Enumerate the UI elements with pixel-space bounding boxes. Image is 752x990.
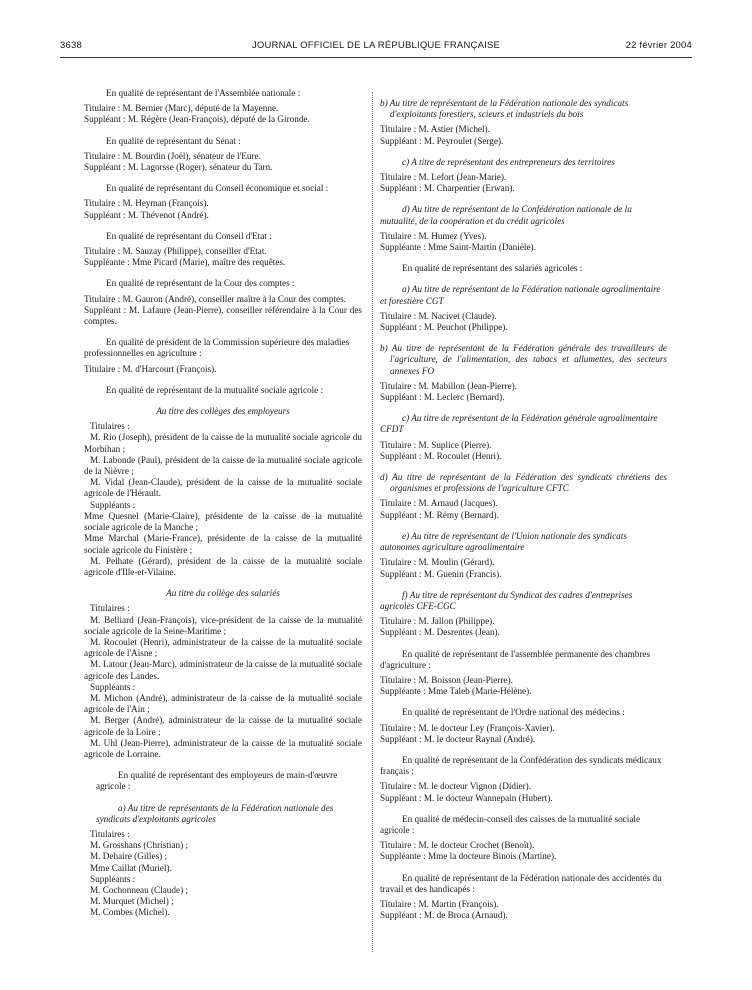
suppleant-line: Suppléant : M. Peuchot (Philippe).: [380, 322, 508, 333]
titulaire-line: Titulaire : M. Suplice (Pierre).: [380, 439, 492, 450]
column-divider: [372, 92, 373, 952]
list-item: M. Rocoulet (Henri), administrateur de la caisse de la mutualité sociale agricole de l'Aisne ;: [84, 636, 362, 659]
list-item: M. Vidal (Jean-Claude), président de la caisse de la mutualité sociale agricole de l'Hérault.: [84, 477, 362, 499]
publication-date: 22 février 2004: [625, 40, 692, 51]
titulaire-line: Titulaire : M. Gauron (André), conseiller maître à la Cour des comptes.: [84, 293, 346, 304]
suppleant-line: Suppléant : M. le docteur Wannepain (Hubert).: [380, 792, 553, 803]
section-heading: En qualité de représentant de la mutualité sociale agricole :: [106, 384, 324, 395]
titulaire-line: Titulaire : M. le docteur Vignon (Didier).: [380, 781, 532, 792]
section-heading: En qualité de représentant du Conseil d'Etat :: [106, 230, 272, 241]
suppleant-line: Suppléant : M. Lagorsse (Roger), sénateur du Tarn.: [84, 162, 273, 173]
titulaire-line: Titulaire : M. Martin (François).: [380, 898, 499, 909]
suppleant-line: Suppléant : M. Régère (Jean-François), député de la Gironde.: [84, 114, 310, 125]
titulaire-line: Titulaire : M. Sauzay (Philippe), conseiller d'Etat.: [84, 246, 267, 257]
list-item: M. Grosshans (Christian) ;: [90, 840, 188, 851]
titulaire-line: Titulaire : M. Bernier (Marc), député de la Mayenne.: [84, 103, 279, 114]
titulaire-line: Titulaire : M. Heyman (François).: [84, 198, 209, 209]
list-item: Mme Marchal (Marie-France), présidente de la caisse de la mutualité sociale agricole du Finistère ;: [84, 533, 362, 555]
list-item: M. Cochonneau (Claude) ;: [90, 884, 188, 895]
journal-title: JOURNAL OFFICIEL DE LA RÉPUBLIQUE FRANÇAISE: [251, 40, 501, 51]
list-label: Titulaires :: [90, 421, 130, 432]
section-heading: En qualité de représentant de l'Ordre national des médecins :: [402, 707, 625, 718]
list-item: Mme Caillat (Muriel).: [90, 862, 172, 873]
list-label: Titulaires :: [90, 828, 130, 839]
titulaire-line: Titulaire : M. Humez (Yves).: [380, 230, 487, 241]
titulaire-line: Titulaire : M. Nacivet (Claude).: [380, 310, 497, 321]
section-heading: En qualité de médecin-conseil des caisses de la mutualité sociale agricole :: [380, 813, 641, 835]
list-item: M. Rio (Joseph), président de la caisse de la mutualité sociale agricole du Morbihan ;: [84, 432, 362, 454]
subsection-heading: a) Au titre de représentants de la Fédération nationale des syndicats d'exploitants agricoles: [96, 802, 334, 824]
section-heading: En qualité de président de la Commission supérieure des maladies professionnelles en agriculture :: [84, 337, 350, 359]
subsection-heading: d) Au titre de représentant de la Confédération nationale de la mutualité, de la coopération et du crédit agricoles: [380, 204, 632, 226]
suppleant-line: Suppléant : M. Rocoulet (Henri).: [380, 450, 502, 461]
suppleant-line: Suppléant : M. Guenin (Francis).: [380, 568, 502, 579]
list-label: Suppléants :: [90, 681, 136, 692]
list-item: M. Uhl (Jean-Pierre), administrateur de la caisse de la mutualité sociale agricole de Lorraine.: [84, 737, 362, 759]
suppleant-line: Suppléant : M. de Broca (Arnaud).: [380, 910, 508, 921]
subsection-heading: b) Au titre de représentant de la Fédération nationale des syndicats d'exploitants forestiers, scieurs et industriels du bois: [380, 98, 629, 120]
list-item: Mme Quesnel (Marie-Claire), présidente de la caisse de la mutualité sociale agricole de la Manche ;: [84, 510, 362, 533]
list-label: Suppléants :: [90, 873, 136, 884]
list-item: M. Labonde (Paul), président de la caisse de la mutualité sociale agricole de la Nièvre ;: [84, 454, 362, 477]
right-column: [380, 88, 667, 921]
list-label: Titulaires :: [90, 603, 130, 614]
suppleant-line: Suppléant : M. Desrentes (Jean).: [380, 627, 500, 638]
suppleant-line: Suppléant : M. le docteur Raynal (André).: [380, 733, 536, 744]
section-heading: En qualité de représentant de l'Assemblée nationale :: [106, 88, 301, 98]
suppleant-line: Suppléante : Mme Taleb (Marie-Hélène).: [380, 686, 532, 697]
page-header: [60, 40, 692, 56]
list-item: M. Michon (André), administrateur de la caisse de la mutualité sociale agricole de l'Ain ;: [84, 692, 362, 715]
section-heading: En qualité de représentant de la Fédération nationale des accidentés du travail et des handicapés :: [380, 872, 662, 894]
list-item: M. Dehaire (Gilles) ;: [90, 851, 168, 862]
suppleant-line: Suppléante : Mme la docteure Binois (Martine).: [380, 851, 557, 862]
list-item: M. Combes (Michel).: [90, 907, 170, 918]
titulaire-line: Titulaire : M. Jallon (Philippe).: [380, 616, 495, 627]
subsection-heading: d) Au titre de représentant de la Fédération des syndicats chrétiens des organismes et professions de l'agriculture CFTC: [380, 472, 667, 494]
suppleant-line: Suppléante : Mme Saint-Martin (Danièle).: [380, 242, 536, 253]
subsection-heading: f) Au titre de représentant du Syndicat des cadres d'entreprises agricoles CFE-CGC: [380, 589, 633, 611]
suppleant-line: Suppléant : M. Charpentier (Erwan).: [380, 183, 515, 194]
header-rule: [60, 57, 692, 58]
titulaire-line: Titulaire : M. Arnaud (Jacques).: [380, 498, 498, 509]
titulaire-line: Titulaire : M. le docteur Ley (François-Xavier).: [380, 722, 555, 733]
suppleant-line: Suppléant : M. Thévenot (André).: [84, 209, 209, 220]
suppleant-line: Suppléant : M. Lafaure (Jean-Pierre), conseiller référendaire à la Cour des comptes.: [84, 304, 362, 327]
section-heading: En qualité de représentant du Conseil économique et social :: [106, 183, 329, 194]
subsection-heading: b) Au titre de représentant de la Fédération générale des travailleurs de l'agriculture, de l'alimentation, des tabacs et allumettes, des secteurs annexes FO: [380, 343, 667, 376]
titulaire-line: Titulaire : M. Lefort (Jean-Marie).: [380, 172, 507, 183]
subsection-heading: e) Au titre de représentant de l'Union nationale des syndicats autonomes agriculture agroalimentaire: [380, 530, 627, 553]
titulaire-line: Titulaire : M. Moulin (Gérard).: [380, 557, 495, 568]
section-heading: En qualité de représentant de la Cour des comptes :: [106, 278, 295, 289]
titulaire-line: Titulaire : M. Mabillon (Jean-Pierre).: [380, 380, 517, 391]
subsection-heading: Au titre du collège des salariés: [166, 588, 280, 599]
titulaire-line: Titulaire : M. Astier (Michel).: [380, 124, 490, 135]
section-heading: En qualité de représentant des employeurs de main-d'œuvre agricole :: [96, 770, 338, 792]
left-column: [84, 88, 362, 919]
subsection-heading: c) A titre de représentant des entrepreneurs des territoires: [402, 156, 615, 167]
list-item: M. Murquet (Michel) ;: [90, 896, 174, 907]
titulaire-line: Titulaire : M. d'Harcourt (François).: [84, 363, 217, 374]
section-heading: En qualité de représentant de la Confédération des syndicats médicaux français :: [380, 754, 662, 777]
page-number: 3638: [60, 40, 82, 51]
list-item: M. Latour (Jean-Marc), administrateur de la caisse de la mutualité sociale agricole des Landes.: [84, 659, 362, 681]
titulaire-line: Titulaire : M. le docteur Crochet (Benoît).: [380, 840, 535, 851]
section-heading: En qualité de représentant des salariés agricoles :: [402, 263, 583, 274]
suppleant-line: Suppléant : M. Leclerc (Bernard).: [380, 392, 505, 403]
list-item: M. Berger (André), administrateur de la caisse de la mutualité sociale agricole de la Loire ;: [84, 715, 362, 737]
suppleant-line: Suppléant : M. Rémy (Bernard).: [380, 509, 499, 520]
subsection-heading: a) Au titre de représentant de la Fédération nationale agroalimentaire et forestière CGT: [380, 284, 661, 306]
list-item: M. Pelhate (Gérard), président de la caisse de la mutualité sociale agricole d'Ille-et-Vilaine.: [84, 555, 362, 577]
titulaire-line: Titulaire : M. Boisson (Jean-Pierre).: [380, 674, 513, 685]
section-heading: En qualité de représentant du Sénat :: [106, 135, 241, 146]
section-heading: En qualité de représentant de l'assemblée permanente des chambres d'agriculture :: [380, 648, 651, 670]
titulaire-line: Titulaire : M. Bourdin (Joël), sénateur de l'Eure.: [84, 150, 261, 161]
suppleant-line: Suppléante : Mme Picard (Marie), maître des requêtes.: [84, 257, 286, 268]
list-item: M. Belliard (Jean-François), vice-président de la caisse de la mutualité sociale agricole de la Seine-Maritime ;: [84, 614, 362, 636]
list-label: Suppléants :: [90, 499, 136, 510]
subsection-heading: c) Au titre de représentant de la Fédération générale agroalimentaire CFDT: [380, 413, 658, 435]
subsection-heading: Au titre des collèges des employeurs: [156, 406, 290, 417]
suppleant-line: Suppléant : M. Peyroulet (Serge).: [380, 135, 504, 146]
